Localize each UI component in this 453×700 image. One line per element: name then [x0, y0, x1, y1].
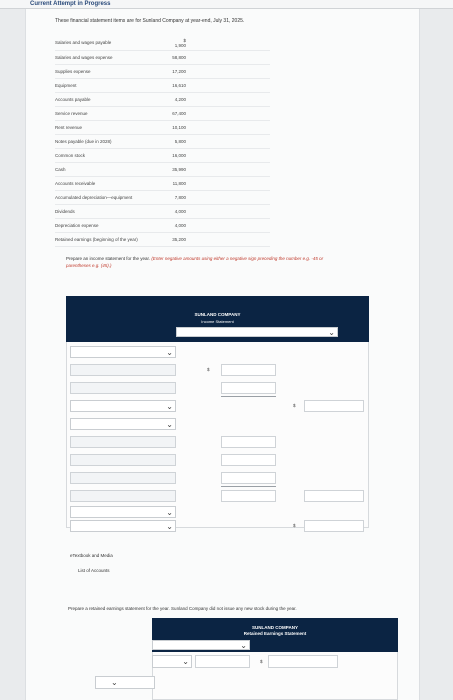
is-row-11-account-dropdown[interactable]: [70, 520, 176, 532]
chevron-down-icon: ⌄: [111, 678, 118, 687]
chevron-down-icon: ⌄: [240, 641, 247, 650]
re-period-dropdown[interactable]: [152, 640, 250, 650]
chevron-down-icon: ⌄: [166, 420, 173, 429]
account-value: $ 1,900: [172, 36, 270, 50]
is-row-4-account-dropdown[interactable]: [70, 400, 176, 412]
chevron-down-icon: ⌄: [166, 508, 173, 517]
instruction-line-1: Prepare an income statement for the year. (Enter negative amounts using either a negative sign preceding the number e.g. -45 or: [66, 256, 324, 261]
account-row: [55, 218, 270, 232]
account-value: 7,800: [172, 190, 270, 204]
is-row-2-account-field[interactable]: [70, 364, 176, 376]
account-name: Accounts receivable: [55, 176, 172, 190]
retained-earnings-instruction: Prepare a retained earnings statement for the year. Sunland Company did not issue any new stock during the year.: [68, 606, 297, 611]
account-value: 10,100: [172, 120, 270, 134]
account-name: Dividends: [55, 204, 172, 218]
account-value: 4,000: [172, 218, 270, 232]
account-name: Service revenue: [55, 106, 172, 120]
account-value: 5,800: [172, 134, 270, 148]
instruction-line-2: parentheses e.g. (45).): [66, 263, 112, 268]
account-value: 11,800: [172, 176, 270, 190]
chevron-down-icon: ⌄: [166, 522, 173, 531]
account-name: Accumulated depreciation—equipment: [55, 190, 172, 204]
account-name: Rent revenue: [55, 120, 172, 134]
account-row: [55, 176, 270, 190]
is-row-3-account-field[interactable]: [70, 382, 176, 394]
account-row: [55, 120, 270, 134]
chevron-down-icon: ⌄: [166, 348, 173, 357]
re-row-1-amount-1[interactable]: [195, 655, 250, 668]
is-row-6-amount-2[interactable]: [221, 436, 276, 448]
account-row: [55, 232, 270, 246]
account-name: Retained earnings (beginning of the year): [55, 232, 172, 246]
is-underline: [221, 396, 276, 397]
account-row: [55, 106, 270, 120]
is-dollar-sign: $: [293, 523, 296, 528]
account-value: 4,200: [172, 92, 270, 106]
is-title: Income Statement: [201, 319, 234, 324]
is-row-6-account-field[interactable]: [70, 436, 176, 448]
retained-earnings-header: [152, 618, 398, 652]
account-name: Cash: [55, 162, 172, 176]
is-row-7-account-field[interactable]: [70, 454, 176, 466]
account-name: Notes payable (due in 2028): [55, 134, 172, 148]
is-row-9-account-field[interactable]: [70, 490, 176, 502]
account-row: [55, 36, 270, 50]
is-row-5-account-dropdown[interactable]: [70, 418, 176, 430]
is-period-dropdown[interactable]: [176, 327, 338, 337]
chevron-down-icon: ⌄: [182, 657, 189, 666]
accounts-table: [55, 36, 270, 247]
account-value: 35,990: [172, 162, 270, 176]
is-company-name: SUNLAND COMPANY: [194, 312, 241, 317]
account-name: Supplies expense: [55, 64, 172, 78]
re-dollar-sign: $: [260, 659, 263, 664]
re-row-2-account-dropdown[interactable]: [95, 676, 155, 689]
is-row-3-amount-2[interactable]: [221, 382, 276, 394]
account-row: [55, 64, 270, 78]
is-underline: [221, 486, 276, 487]
account-row: [55, 50, 270, 64]
account-row: [55, 78, 270, 92]
account-name: Common stock: [55, 148, 172, 162]
account-value: 17,200: [172, 64, 270, 78]
account-name: Depreciation expense: [55, 218, 172, 232]
is-row-8-account-field[interactable]: [70, 472, 176, 484]
account-value: 35,200: [172, 232, 270, 246]
is-row-10-account-dropdown[interactable]: [70, 506, 176, 518]
is-row-9-total[interactable]: [304, 490, 364, 502]
account-row: [55, 134, 270, 148]
etextbook-link[interactable]: eTextbook and Media: [70, 553, 113, 558]
re-title: Retained Earnings Statement: [243, 631, 307, 636]
re-row-1-amount-2[interactable]: [268, 655, 338, 668]
re-company-name: SUNLAND COMPANY: [252, 625, 298, 630]
account-row: [55, 148, 270, 162]
is-row-11-total[interactable]: [304, 520, 364, 532]
account-row: [55, 92, 270, 106]
account-name: Equipment: [55, 78, 172, 92]
account-value: 16,610: [172, 78, 270, 92]
is-row-2-amount-2[interactable]: [221, 364, 276, 376]
account-value: 16,000: [172, 148, 270, 162]
account-row: [55, 190, 270, 204]
account-value: 4,000: [172, 204, 270, 218]
account-row: [55, 162, 270, 176]
is-dollar-sign: $: [207, 367, 210, 372]
chevron-down-icon: ⌄: [166, 402, 173, 411]
is-dollar-sign: $: [293, 403, 296, 408]
is-row-4-total[interactable]: [304, 400, 364, 412]
top-bar: [0, 0, 453, 9]
is-row-8-amount-2[interactable]: [221, 472, 276, 484]
is-row-1-account-dropdown[interactable]: [70, 346, 176, 358]
question-intro: These financial statement items are for Sunland Company at year-end, July 31, 2025.: [55, 18, 245, 24]
is-row-9-amount-1[interactable]: [221, 490, 276, 502]
attempt-status: Current Attempt in Progress: [30, 1, 111, 7]
account-name: Salaries and wages payable: [55, 36, 172, 50]
income-statement-header: [66, 296, 369, 342]
is-row-7-amount-2[interactable]: [221, 454, 276, 466]
account-row: [55, 204, 270, 218]
chevron-down-icon: ⌄: [328, 328, 335, 337]
re-row-1-account-dropdown[interactable]: [152, 655, 192, 668]
account-name: Salaries and wages expense: [55, 50, 172, 64]
account-value: 67,400: [172, 106, 270, 120]
list-of-accounts-link[interactable]: List of Accounts: [78, 568, 110, 573]
account-name: Accounts payable: [55, 92, 172, 106]
account-value: 58,800: [172, 50, 270, 64]
